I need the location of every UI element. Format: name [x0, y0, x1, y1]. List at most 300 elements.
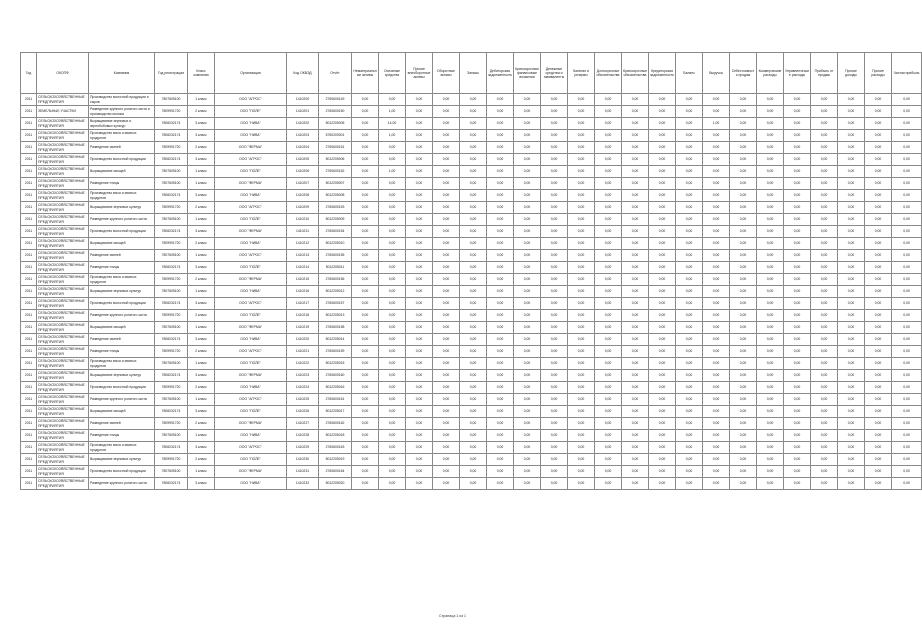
table-cell: 0,00 — [406, 430, 433, 442]
table-cell: ООО "АГРОС" — [215, 394, 287, 406]
table-cell: 0,00 — [487, 370, 514, 382]
table-cell: 1410227 — [287, 418, 319, 430]
table-cell: 0,00 — [703, 106, 730, 118]
table-row — [21, 238, 922, 250]
table-cell: ООО "ПОЛЕ" — [215, 214, 287, 226]
table-cell: 0,00 — [649, 118, 676, 130]
table-cell: Производство молочной продукции — [89, 382, 155, 394]
table-cell: 2760600156 — [319, 274, 352, 286]
table-cell: 0,00 — [460, 334, 487, 346]
table-cell: 0,00 — [487, 334, 514, 346]
table-cell: ООО "АГРОС" — [215, 346, 287, 358]
table-cell: 0,00 — [622, 406, 649, 418]
table-cell: 0,00 — [514, 334, 541, 346]
table-cell: 0,00 — [838, 130, 865, 142]
table-cell: 2760600154 — [319, 226, 352, 238]
table-cell: 1410221 — [287, 346, 319, 358]
table-cell: 0,00 — [676, 382, 703, 394]
table-cell: 7806032174 — [155, 334, 188, 346]
table-cell: 0,00 — [865, 298, 892, 310]
table-cell: 0,00 — [541, 166, 568, 178]
table-cell: СЕЛЬСКОХОЗЯЙСТВЕННЫЕ ПРЕДПРИЯТИЯ — [37, 334, 89, 346]
table-cell: 0,00 — [352, 370, 379, 382]
table-cell: 1 класс — [188, 178, 215, 190]
table-cell: 0,00 — [676, 166, 703, 178]
table-cell: Выращивание зерновых и зернобобовых культур — [89, 118, 155, 130]
table-cell: 0,00 — [865, 322, 892, 334]
table-cell: 0,00 — [595, 310, 622, 322]
table-cell: 1,00 — [379, 166, 406, 178]
table-cell: Разведение крупного рогатого скота — [89, 478, 155, 490]
table-cell: Разведение птицы — [89, 346, 155, 358]
table-cell: 0,00 — [622, 178, 649, 190]
column-header: Денежные средства и эквиваленты — [541, 53, 568, 94]
table-cell: 1 класс — [188, 394, 215, 406]
table-cell: СЕЛЬСКОХОЗЯЙСТВЕННЫЕ ПРЕДПРИЯТИЯ — [37, 250, 89, 262]
table-cell: 0,00 — [838, 154, 865, 166]
table-cell: 0,00 — [730, 310, 757, 322]
table-cell: 0,00 — [595, 382, 622, 394]
table-cell: 0,00 — [352, 154, 379, 166]
table-cell: 0,00 — [541, 346, 568, 358]
table-cell: 0,00 — [352, 478, 379, 490]
table-cell: 0,00 — [757, 274, 784, 286]
table-cell: ООО "НИВА" — [215, 382, 287, 394]
table-cell: Разведение крупного рогатого скота — [89, 394, 155, 406]
table-cell: 0,00 — [433, 166, 460, 178]
table-cell: 0,00 — [649, 142, 676, 154]
table-cell: ООО "НИВА" — [215, 238, 287, 250]
table-cell: 0,00 — [514, 358, 541, 370]
table-cell: 0,00 — [703, 418, 730, 430]
table-cell: 7806032174 — [155, 154, 188, 166]
table-cell: 0,00 — [433, 274, 460, 286]
table-cell: 0,00 — [379, 334, 406, 346]
table-cell: 7809991720 — [155, 238, 188, 250]
table-cell: 0,00 — [487, 286, 514, 298]
table-cell: 0,00 — [649, 94, 676, 106]
table-cell: 0,00 — [541, 262, 568, 274]
table-cell: 0,00 — [433, 118, 460, 130]
table-cell: 5012205005 — [319, 118, 352, 130]
table-cell: 0,00 — [514, 310, 541, 322]
table-cell: 0,00 — [514, 466, 541, 478]
table-cell: 0,00 — [352, 358, 379, 370]
table-cell: 0,00 — [811, 202, 838, 214]
table-cell: 0,00 — [433, 478, 460, 490]
table-cell: 0,00 — [784, 418, 811, 430]
table-cell: 0,00 — [622, 286, 649, 298]
table-cell: 0,00 — [622, 370, 649, 382]
table-cell: 0,00 — [433, 238, 460, 250]
table-cell: 0,00 — [784, 382, 811, 394]
table-cell: 0,00 — [811, 298, 838, 310]
table-cell: 0,00 — [838, 394, 865, 406]
table-cell: 0,00 — [595, 418, 622, 430]
table-cell: 0,00 — [460, 154, 487, 166]
table-row — [21, 442, 922, 454]
table-cell: 2011 — [21, 238, 37, 250]
table-cell: 0,00 — [703, 274, 730, 286]
table-cell: 0,00 — [487, 310, 514, 322]
table-cell: 0,00 — [433, 226, 460, 238]
table-cell: 2011 — [21, 178, 37, 190]
table-cell: 0,00 — [838, 166, 865, 178]
table-cell: 0,00 — [676, 226, 703, 238]
table-cell: 2 класс — [188, 418, 215, 430]
table-cell: ООО "АГРОС" — [215, 154, 287, 166]
table-cell: 0,00 — [622, 466, 649, 478]
table-cell: 0,00 — [649, 262, 676, 274]
table-cell: 0,00 — [649, 202, 676, 214]
table-cell: 2011 — [21, 286, 37, 298]
table-cell: 0,00 — [703, 394, 730, 406]
table-cell: 0,00 — [595, 322, 622, 334]
table-cell: 0,00 — [541, 190, 568, 202]
table-cell: 1410213 — [287, 250, 319, 262]
table-cell: 0,00 — [487, 454, 514, 466]
table-cell: 0,00 — [865, 286, 892, 298]
table-cell: 0,00 — [568, 346, 595, 358]
table-cell: 0,00 — [487, 394, 514, 406]
table-cell: 0,00 — [838, 298, 865, 310]
table-cell: 0,00 — [838, 142, 865, 154]
table-cell: 0,00 — [838, 346, 865, 358]
table-cell: 0,00 — [568, 166, 595, 178]
table-cell: 0,00 — [622, 310, 649, 322]
table-cell: Производство молочной продукции и сыров — [89, 94, 155, 106]
table-cell: 0,00 — [784, 214, 811, 226]
table-cell: 0,00 — [730, 166, 757, 178]
table-cell: 0,00 — [811, 358, 838, 370]
table-cell: 0,00 — [622, 166, 649, 178]
table-cell: 2011 — [21, 94, 37, 106]
table-cell: 0,00 — [568, 130, 595, 142]
table-cell: 0,00 — [676, 442, 703, 454]
table-cell: 0,00 — [352, 430, 379, 442]
table-cell: 0,00 — [406, 322, 433, 334]
table-cell: 1410208 — [287, 190, 319, 202]
table-cell: 0,00 — [352, 322, 379, 334]
table-cell: 0,00 — [460, 250, 487, 262]
table-cell: СЕЛЬСКОХОЗЯЙСТВЕННЫЕ ПРЕДПРИЯТИЯ — [37, 466, 89, 478]
table-cell: 0,00 — [568, 142, 595, 154]
table-cell: 0,00 — [703, 430, 730, 442]
table-cell: 0,00 — [406, 346, 433, 358]
table-cell: ООО "ФЕРМА" — [215, 274, 287, 286]
table-cell: 0,00 — [514, 106, 541, 118]
table-cell: 0,00 — [460, 382, 487, 394]
table-cell: 0,00 — [838, 370, 865, 382]
table-cell: 0,00 — [865, 226, 892, 238]
table-cell: 0,00 — [757, 166, 784, 178]
table-cell: 2760600159 — [319, 346, 352, 358]
table-cell: 0,00 — [460, 478, 487, 490]
table-cell: Производство мяса и мясных продуктов — [89, 442, 155, 454]
table-cell: 0,00 — [676, 298, 703, 310]
table-cell: 0,00 — [541, 94, 568, 106]
table-cell: 0,00 — [352, 466, 379, 478]
table-cell: 0,00 — [703, 358, 730, 370]
table-cell: 0,00 — [379, 394, 406, 406]
table-cell: 0,00 — [649, 454, 676, 466]
table-cell: 0,00 — [595, 298, 622, 310]
table-cell: 0,00 — [730, 202, 757, 214]
table-cell: 0,00 — [676, 478, 703, 490]
table-cell: 0,00 — [811, 94, 838, 106]
table-cell: 0,00 — [568, 106, 595, 118]
table-cell: Выращивание зерновых культур — [89, 202, 155, 214]
table-cell: 0,00 — [892, 310, 922, 322]
table-cell: 0,00 — [595, 130, 622, 142]
table-cell: 0,00 — [649, 406, 676, 418]
table-cell: 0,00 — [811, 418, 838, 430]
table-row — [21, 382, 922, 394]
table-cell: 0,00 — [352, 310, 379, 322]
table-cell: 0,00 — [433, 178, 460, 190]
table-cell: 1,00 — [379, 130, 406, 142]
table-cell: СЕЛЬСКОХОЗЯЙСТВЕННЫЕ ПРЕДПРИЯТИЯ — [37, 118, 89, 130]
table-cell: 0,00 — [892, 358, 922, 370]
table-cell: 0,00 — [406, 454, 433, 466]
table-row — [21, 106, 922, 118]
table-cell: 0,00 — [568, 298, 595, 310]
table-cell: 0,00 — [379, 274, 406, 286]
table-cell: 0,00 — [649, 226, 676, 238]
table-cell: ООО "ПОЛЕ" — [215, 358, 287, 370]
table-cell: 0,00 — [865, 478, 892, 490]
table-cell: 0,00 — [649, 238, 676, 250]
table-cell: 0,00 — [487, 130, 514, 142]
table-cell: Производство мяса и мясных продуктов — [89, 190, 155, 202]
table-cell: 0,00 — [865, 166, 892, 178]
table-cell: 0,00 — [568, 478, 595, 490]
table-cell: 1410217 — [287, 298, 319, 310]
table-cell: 0,00 — [541, 370, 568, 382]
table-cell: 0,00 — [406, 178, 433, 190]
table-cell: 0,00 — [487, 154, 514, 166]
table-cell: 0,00 — [406, 226, 433, 238]
table-cell: 0,00 — [838, 310, 865, 322]
table-cell: 0,00 — [514, 262, 541, 274]
table-cell: 0,00 — [622, 442, 649, 454]
table-cell: 0,00 — [622, 262, 649, 274]
table-cell: 0,00 — [433, 190, 460, 202]
report-table — [20, 52, 922, 490]
table-cell: 0,00 — [406, 130, 433, 142]
table-cell: 0,00 — [460, 322, 487, 334]
table-cell: 0,00 — [514, 130, 541, 142]
column-header: Прочие внеоборотные активы — [406, 53, 433, 94]
table-cell: ООО "АГРОС" — [215, 94, 287, 106]
table-cell: 0,00 — [865, 406, 892, 418]
table-cell: 0,00 — [811, 154, 838, 166]
table-cell: 0,00 — [514, 478, 541, 490]
table-cell: 0,00 — [703, 94, 730, 106]
table-cell: 0,00 — [703, 214, 730, 226]
table-cell: 0,00 — [757, 370, 784, 382]
table-cell: 0,00 — [379, 94, 406, 106]
table-cell: 0,00 — [595, 466, 622, 478]
column-header: Отчёт — [319, 53, 352, 94]
table-cell: 0,00 — [676, 106, 703, 118]
table-cell: 0,00 — [379, 178, 406, 190]
table-cell: ООО "ФЕРМА" — [215, 418, 287, 430]
table-cell: СЕЛЬСКОХОЗЯЙСТВЕННЫЕ ПРЕДПРИЯТИЯ — [37, 238, 89, 250]
table-cell: 0,00 — [757, 202, 784, 214]
table-cell: 0,00 — [352, 178, 379, 190]
table-cell: 0,00 — [352, 418, 379, 430]
table-cell: 0,00 — [730, 118, 757, 130]
table-cell: 3 класс — [188, 226, 215, 238]
table-cell: 0,00 — [892, 418, 922, 430]
table-cell: 0,00 — [541, 106, 568, 118]
table-cell: 0,00 — [433, 346, 460, 358]
table-cell: 1410224 — [287, 382, 319, 394]
table-cell: 0,00 — [406, 118, 433, 130]
table-cell: 0,00 — [352, 454, 379, 466]
table-cell: 0,00 — [703, 346, 730, 358]
table-cell: 0,00 — [649, 310, 676, 322]
table-cell: 1 класс — [188, 430, 215, 442]
table-cell: 0,00 — [595, 346, 622, 358]
table-cell: 0,00 — [784, 346, 811, 358]
table-cell: 5012205006 — [319, 154, 352, 166]
table-cell: 0,00 — [433, 430, 460, 442]
table-cell: 0,00 — [649, 478, 676, 490]
table-cell: 0,00 — [487, 106, 514, 118]
table-cell: 0,00 — [460, 430, 487, 442]
table-cell: 0,00 — [676, 394, 703, 406]
table-cell: 0,00 — [379, 406, 406, 418]
table-cell: 0,00 — [514, 94, 541, 106]
table-cell: 3 класс — [188, 298, 215, 310]
table-cell: 0,00 — [568, 286, 595, 298]
table-cell: 0,00 — [703, 178, 730, 190]
table-cell: СЕЛЬСКОХОЗЯЙСТВЕННЫЕ ПРЕДПРИЯТИЯ — [37, 178, 89, 190]
table-cell: 0,00 — [784, 394, 811, 406]
table-cell: 0,00 — [703, 130, 730, 142]
table-cell: СЕЛЬСКОХОЗЯЙСТВЕННЫЕ ПРЕДПРИЯТИЯ — [37, 214, 89, 226]
table-row — [21, 214, 922, 226]
table-cell: 0,00 — [352, 250, 379, 262]
table-row — [21, 130, 922, 142]
table-cell: 0,00 — [541, 454, 568, 466]
table-cell: ООО "НИВА" — [215, 430, 287, 442]
table-cell: 0,00 — [433, 394, 460, 406]
table-cell: 0,00 — [352, 214, 379, 226]
table-cell: 0,00 — [730, 466, 757, 478]
table-cell: Производство мяса и мясных продуктов — [89, 358, 155, 370]
table-cell: 0,00 — [433, 322, 460, 334]
table-cell: ООО "НИВА" — [215, 118, 287, 130]
table-cell: 0,00 — [379, 238, 406, 250]
table-cell: 0,00 — [865, 358, 892, 370]
table-cell: 0,00 — [622, 274, 649, 286]
table-cell: 7807605100 — [155, 394, 188, 406]
table-cell: 0,00 — [892, 190, 922, 202]
table-cell: 0,00 — [676, 418, 703, 430]
table-cell: 0,00 — [676, 142, 703, 154]
table-cell: 0,00 — [811, 406, 838, 418]
table-cell: 0,00 — [892, 454, 922, 466]
table-cell: 0,00 — [433, 298, 460, 310]
table-cell: 7806032174 — [155, 442, 188, 454]
column-header: Код ОКВЭД — [287, 53, 319, 94]
table-cell: 0,00 — [406, 106, 433, 118]
table-cell: 0,00 — [568, 334, 595, 346]
table-cell: 7806032174 — [155, 298, 188, 310]
table-cell: Производство мяса и мясных продуктов — [89, 130, 155, 142]
table-cell: 0,00 — [784, 262, 811, 274]
table-cell: 0,00 — [595, 178, 622, 190]
table-cell: 5012205007 — [319, 178, 352, 190]
table-cell: 0,00 — [460, 298, 487, 310]
table-cell: 2011 — [21, 226, 37, 238]
table-cell: 5012205016 — [319, 382, 352, 394]
table-cell: 0,00 — [406, 478, 433, 490]
table-cell: 0,00 — [352, 226, 379, 238]
table-cell: 0,00 — [757, 178, 784, 190]
table-cell: 2 класс — [188, 382, 215, 394]
table-cell: 0,00 — [379, 214, 406, 226]
table-cell: 0,00 — [514, 286, 541, 298]
column-header: Капитал и резервы — [568, 53, 595, 94]
table-cell: 0,00 — [622, 382, 649, 394]
table-cell: 0,00 — [892, 202, 922, 214]
table-cell: 0,00 — [460, 394, 487, 406]
table-cell: 0,00 — [406, 238, 433, 250]
table-cell: 0,00 — [703, 154, 730, 166]
table-cell: 0,00 — [595, 394, 622, 406]
table-cell: 2760600158 — [319, 322, 352, 334]
table-cell: 0,00 — [703, 238, 730, 250]
table-cell: 0,00 — [757, 154, 784, 166]
table-cell: ООО "ФЕРМА" — [215, 322, 287, 334]
table-cell: 0,00 — [811, 334, 838, 346]
table-cell: 0,00 — [865, 118, 892, 130]
table-cell: 0,00 — [703, 466, 730, 478]
table-cell: 0,00 — [757, 142, 784, 154]
table-row — [21, 454, 922, 466]
table-cell: 0,00 — [676, 430, 703, 442]
table-cell: 0,00 — [433, 130, 460, 142]
table-cell: 0,00 — [784, 154, 811, 166]
table-cell: 0,00 — [622, 238, 649, 250]
table-cell: 0,00 — [433, 466, 460, 478]
table-cell: 2 класс — [188, 142, 215, 154]
table-cell: 0,00 — [892, 322, 922, 334]
table-cell: 0,00 — [568, 190, 595, 202]
table-cell: 0,00 — [757, 214, 784, 226]
table-cell: 0,00 — [379, 370, 406, 382]
table-cell: Разведение свиней — [89, 418, 155, 430]
table-cell: 0,00 — [649, 250, 676, 262]
table-cell: 0,00 — [622, 190, 649, 202]
table-cell: 0,00 — [784, 142, 811, 154]
table-cell: 2011 — [21, 430, 37, 442]
table-cell: Разведение птицы — [89, 430, 155, 442]
table-cell: Разведение свиней — [89, 142, 155, 154]
table-cell: 0,00 — [703, 142, 730, 154]
table-cell: 7806032174 — [155, 190, 188, 202]
table-cell: 0,00 — [487, 298, 514, 310]
table-cell: 2011 — [21, 322, 37, 334]
table-cell: 0,00 — [406, 418, 433, 430]
table-cell: ООО "ПОЛЕ" — [215, 406, 287, 418]
table-cell: Разведение свиней — [89, 334, 155, 346]
table-cell: 0,00 — [730, 298, 757, 310]
